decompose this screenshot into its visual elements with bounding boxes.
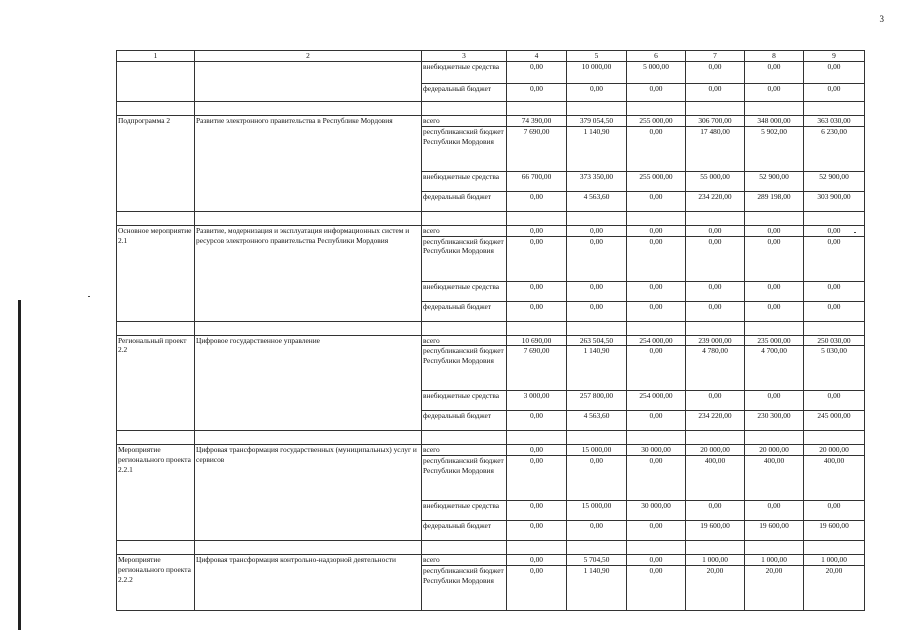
value-cell: 239 000,00 xyxy=(686,335,745,346)
column-header: 3 xyxy=(422,51,507,62)
value-cell: 0,00 xyxy=(745,62,804,84)
value-cell: 0,00 xyxy=(804,225,865,236)
value-cell: 0,00 xyxy=(507,555,567,566)
spacer-row xyxy=(117,102,865,116)
value-cell: 0,00 xyxy=(745,225,804,236)
funding-source: республиканский бюджет Республики Мордовия xyxy=(422,126,507,171)
value-cell: 348 000,00 xyxy=(745,116,804,127)
value-cell: 257 800,00 xyxy=(567,391,627,411)
spacer-cell xyxy=(745,102,804,116)
group-name: Цифровое государственное управление xyxy=(195,335,422,431)
value-cell: 0,00 xyxy=(627,565,686,610)
spacer-cell xyxy=(422,321,507,335)
value-cell: 0,00 xyxy=(804,236,865,281)
value-cell: 0,00 xyxy=(627,456,686,501)
group-name: Цифровая трансформация контрольно-надзорной деятельности xyxy=(195,555,422,611)
spacer-cell xyxy=(627,102,686,116)
value-cell: 0,00 xyxy=(627,236,686,281)
group-name: Цифровая трансформация государственных (муниципальных) услуг и сервисов xyxy=(195,445,422,541)
spacer-cell xyxy=(804,321,865,335)
value-cell: 0,00 xyxy=(627,84,686,102)
value-cell: 263 504,50 xyxy=(567,335,627,346)
value-cell: 0,00 xyxy=(686,501,745,521)
spacer-cell xyxy=(567,211,627,225)
value-cell: 0,00 xyxy=(804,281,865,301)
funding-source: внебюджетные средства xyxy=(422,391,507,411)
value-cell: 52 900,00 xyxy=(804,171,865,191)
value-cell: 1 000,00 xyxy=(745,555,804,566)
spacer-cell xyxy=(804,102,865,116)
funding-source: всего xyxy=(422,225,507,236)
group-label: Основное мероприятие 2.1 xyxy=(117,225,195,321)
value-cell: 0,00 xyxy=(745,281,804,301)
table-row xyxy=(117,445,865,456)
table-row xyxy=(117,62,865,84)
group-name: Развитие электронного правительства в Республике Мордовия xyxy=(195,116,422,212)
value-cell: 379 054,50 xyxy=(567,116,627,127)
value-cell: 55 000,00 xyxy=(686,171,745,191)
value-cell: 0,00 xyxy=(507,62,567,84)
spacer-cell xyxy=(745,321,804,335)
value-cell: 1 000,00 xyxy=(804,555,865,566)
value-cell: 0,00 xyxy=(507,281,567,301)
value-cell: 20 000,00 xyxy=(686,445,745,456)
value-cell: 0,00 xyxy=(686,391,745,411)
table-row xyxy=(117,225,865,236)
group-label-cell xyxy=(117,62,195,102)
scan-mark xyxy=(88,296,90,297)
spacer-cell xyxy=(745,211,804,225)
spacer-cell xyxy=(804,541,865,555)
value-cell: 0,00 xyxy=(804,84,865,102)
value-cell: 10 690,00 xyxy=(507,335,567,346)
group-label: Региональный проект 2.2 xyxy=(117,335,195,431)
group-name-cell xyxy=(195,62,422,102)
column-header: 2 xyxy=(195,51,422,62)
spacer-cell xyxy=(117,321,195,335)
spacer-cell xyxy=(117,211,195,225)
value-cell: 289 198,00 xyxy=(745,191,804,211)
value-cell: 1 140,90 xyxy=(567,565,627,610)
value-cell: 4 563,60 xyxy=(567,191,627,211)
value-cell: 255 000,00 xyxy=(627,116,686,127)
value-cell: 0,00 xyxy=(627,346,686,391)
value-cell: 306 700,00 xyxy=(686,116,745,127)
spacer-cell xyxy=(745,541,804,555)
funding-source: внебюджетные средства xyxy=(422,501,507,521)
column-header: 4 xyxy=(507,51,567,62)
value-cell: 245 000,00 xyxy=(804,411,865,431)
value-cell: 5 704,50 xyxy=(567,555,627,566)
value-cell: 254 000,00 xyxy=(627,335,686,346)
value-cell: 4 780,00 xyxy=(686,346,745,391)
budget-table xyxy=(116,50,865,611)
value-cell: 0,00 xyxy=(627,521,686,541)
value-cell: 303 900,00 xyxy=(804,191,865,211)
funding-source: республиканский бюджет Республики Мордовия xyxy=(422,565,507,610)
value-cell: 19 600,00 xyxy=(745,521,804,541)
value-cell: 15 000,00 xyxy=(567,445,627,456)
value-cell: 400,00 xyxy=(745,456,804,501)
funding-source: федеральный бюджет xyxy=(422,191,507,211)
value-cell: 0,00 xyxy=(627,191,686,211)
value-cell: 0,00 xyxy=(804,501,865,521)
column-header: 8 xyxy=(745,51,804,62)
value-cell: 19 600,00 xyxy=(686,521,745,541)
funding-source: внебюджетные средства xyxy=(422,171,507,191)
spacer-cell xyxy=(507,102,567,116)
value-cell: 373 350,00 xyxy=(567,171,627,191)
value-cell: 234 220,00 xyxy=(686,191,745,211)
value-cell: 0,00 xyxy=(567,225,627,236)
spacer-cell xyxy=(422,541,507,555)
value-cell: 30 000,00 xyxy=(627,445,686,456)
value-cell: 0,00 xyxy=(507,411,567,431)
funding-source: федеральный бюджет xyxy=(422,301,507,321)
column-header: 7 xyxy=(686,51,745,62)
value-cell: 230 300,00 xyxy=(745,411,804,431)
funding-source: федеральный бюджет xyxy=(422,411,507,431)
table-row xyxy=(117,335,865,346)
value-cell: 0,00 xyxy=(507,191,567,211)
value-cell: 20,00 xyxy=(745,565,804,610)
value-cell: 0,00 xyxy=(686,84,745,102)
spacer-cell xyxy=(627,541,686,555)
spacer-cell xyxy=(507,431,567,445)
value-cell: 4 700,00 xyxy=(745,346,804,391)
value-cell: 0,00 xyxy=(686,225,745,236)
spacer-cell xyxy=(422,431,507,445)
spacer-cell xyxy=(627,431,686,445)
value-cell: 0,00 xyxy=(745,501,804,521)
funding-source: внебюджетные средства xyxy=(422,62,507,84)
value-cell: 363 030,00 xyxy=(804,116,865,127)
table-row xyxy=(117,555,865,566)
value-cell: 20,00 xyxy=(804,565,865,610)
value-cell: 15 000,00 xyxy=(567,501,627,521)
value-cell: 0,00 xyxy=(804,301,865,321)
funding-source: всего xyxy=(422,445,507,456)
value-cell: 5 000,00 xyxy=(627,62,686,84)
value-cell: 1 000,00 xyxy=(686,555,745,566)
spacer-row xyxy=(117,211,865,225)
page-number: 3 xyxy=(879,14,884,24)
value-cell: 0,00 xyxy=(745,391,804,411)
spacer-cell xyxy=(117,431,195,445)
value-cell: 0,00 xyxy=(507,565,567,610)
value-cell: 6 230,00 xyxy=(804,126,865,171)
spacer-cell xyxy=(195,431,422,445)
value-cell: 4 563,60 xyxy=(567,411,627,431)
spacer-cell xyxy=(195,102,422,116)
value-cell: 0,00 xyxy=(627,281,686,301)
group-label: Подпрограмма 2 xyxy=(117,116,195,212)
value-cell: 0,00 xyxy=(507,236,567,281)
spacer-cell xyxy=(627,211,686,225)
spacer-cell xyxy=(804,431,865,445)
spacer-cell xyxy=(686,211,745,225)
value-cell: 0,00 xyxy=(627,555,686,566)
value-cell: 0,00 xyxy=(627,411,686,431)
value-cell: 0,00 xyxy=(686,301,745,321)
spacer-cell xyxy=(567,431,627,445)
funding-source: республиканский бюджет Республики Мордовия xyxy=(422,456,507,501)
value-cell: 254 000,00 xyxy=(627,391,686,411)
column-header: 1 xyxy=(117,51,195,62)
spacer-cell xyxy=(567,541,627,555)
value-cell: 7 690,00 xyxy=(507,126,567,171)
value-cell: 19 600,00 xyxy=(804,521,865,541)
value-cell: 0,00 xyxy=(507,456,567,501)
value-cell: 0,00 xyxy=(507,445,567,456)
spacer-cell xyxy=(745,431,804,445)
value-cell: 0,00 xyxy=(567,236,627,281)
funding-source: федеральный бюджет xyxy=(422,521,507,541)
group-label: Мероприятие регионального проекта 2.2.1 xyxy=(117,445,195,541)
scan-margin-bar xyxy=(18,300,21,630)
spacer-cell xyxy=(686,431,745,445)
value-cell: 0,00 xyxy=(567,84,627,102)
spacer-cell xyxy=(507,211,567,225)
value-cell: 0,00 xyxy=(804,391,865,411)
spacer-cell xyxy=(686,321,745,335)
value-cell: 20,00 xyxy=(686,565,745,610)
spacer-cell xyxy=(195,321,422,335)
value-cell: 30 000,00 xyxy=(627,501,686,521)
value-cell: 10 000,00 xyxy=(567,62,627,84)
spacer-cell xyxy=(422,102,507,116)
value-cell: 0,00 xyxy=(627,225,686,236)
value-cell: 0,00 xyxy=(745,84,804,102)
value-cell: 66 700,00 xyxy=(507,171,567,191)
spacer-cell xyxy=(686,541,745,555)
spacer-row xyxy=(117,541,865,555)
funding-source: федеральный бюджет xyxy=(422,84,507,102)
value-cell: 5 030,00 xyxy=(804,346,865,391)
value-cell: 0,00 xyxy=(567,521,627,541)
value-cell: 234 220,00 xyxy=(686,411,745,431)
value-cell: 400,00 xyxy=(804,456,865,501)
funding-source: всего xyxy=(422,116,507,127)
value-cell: 74 390,00 xyxy=(507,116,567,127)
spacer-cell xyxy=(195,211,422,225)
spacer-cell xyxy=(567,102,627,116)
spacer-cell xyxy=(804,211,865,225)
value-cell: 0,00 xyxy=(686,281,745,301)
value-cell: 1 140,90 xyxy=(567,346,627,391)
value-cell: 0,00 xyxy=(507,225,567,236)
spacer-row xyxy=(117,431,865,445)
value-cell: 250 030,00 xyxy=(804,335,865,346)
header-row xyxy=(117,51,865,62)
value-cell: 0,00 xyxy=(507,521,567,541)
value-cell: 255 000,00 xyxy=(627,171,686,191)
value-cell: 0,00 xyxy=(745,301,804,321)
spacer-cell xyxy=(195,541,422,555)
value-cell: 0,00 xyxy=(804,62,865,84)
value-cell: 20 000,00 xyxy=(745,445,804,456)
column-header: 9 xyxy=(804,51,865,62)
spacer-cell xyxy=(117,102,195,116)
value-cell: 0,00 xyxy=(627,126,686,171)
value-cell: 0,00 xyxy=(567,281,627,301)
spacer-cell xyxy=(117,541,195,555)
funding-source: всего xyxy=(422,555,507,566)
spacer-cell xyxy=(627,321,686,335)
value-cell: 235 000,00 xyxy=(745,335,804,346)
value-cell: 1 140,90 xyxy=(567,126,627,171)
table-row xyxy=(117,116,865,127)
spacer-row xyxy=(117,321,865,335)
spacer-cell xyxy=(686,102,745,116)
funding-source: внебюджетные средства xyxy=(422,281,507,301)
funding-source: республиканский бюджет Республики Мордовия xyxy=(422,236,507,281)
funding-source: всего xyxy=(422,335,507,346)
value-cell: 0,00 xyxy=(507,301,567,321)
value-cell: 0,00 xyxy=(745,236,804,281)
spacer-cell xyxy=(567,321,627,335)
spacer-cell xyxy=(507,541,567,555)
spacer-cell xyxy=(507,321,567,335)
value-cell: 0,00 xyxy=(567,456,627,501)
spacer-cell xyxy=(422,211,507,225)
value-cell: 17 480,00 xyxy=(686,126,745,171)
value-cell: 5 902,00 xyxy=(745,126,804,171)
value-cell: 0,00 xyxy=(627,301,686,321)
value-cell: 0,00 xyxy=(686,62,745,84)
value-cell: 0,00 xyxy=(507,84,567,102)
value-cell: 52 900,00 xyxy=(745,171,804,191)
group-name: Развитие, модернизация и эксплуатация информационных систем и ресурсов электронного правительства Республики Мордовия xyxy=(195,225,422,321)
value-cell: 400,00 xyxy=(686,456,745,501)
value-cell: 0,00 xyxy=(686,236,745,281)
value-cell: 20 000,00 xyxy=(804,445,865,456)
column-header: 5 xyxy=(567,51,627,62)
value-cell: 0,00 xyxy=(567,301,627,321)
value-cell: 7 690,00 xyxy=(507,346,567,391)
column-header: 6 xyxy=(627,51,686,62)
funding-source: республиканский бюджет Республики Мордовия xyxy=(422,346,507,391)
value-cell: 3 000,00 xyxy=(507,391,567,411)
value-cell: 0,00 xyxy=(507,501,567,521)
group-label: Мероприятие регионального проекта 2.2.2 xyxy=(117,555,195,611)
